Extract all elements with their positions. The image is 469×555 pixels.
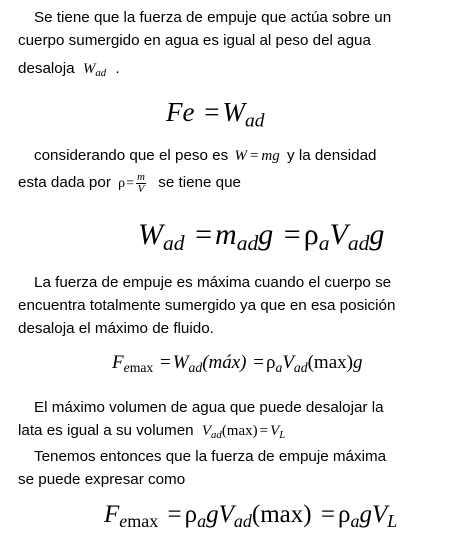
eq4-subscript-a: a xyxy=(350,511,360,532)
paragraph-1-line-1: Se tiene que la fuerza de empuje que actúa sobre un xyxy=(34,9,392,26)
inline-math-vad-vl xyxy=(201,422,286,442)
eq4-arg-max: (max) xyxy=(251,501,312,528)
eq4-equals-1: = xyxy=(167,501,182,528)
inline-math-w-mg xyxy=(234,148,279,164)
period: . xyxy=(115,60,120,77)
paragraph-3-line-2: encuentra totalmente sumergido ya que en esa posición xyxy=(18,297,396,314)
eq1-subscript-ad: ad xyxy=(244,110,265,132)
paragraph-2-line-1 xyxy=(34,145,469,167)
symbol-max: (max) xyxy=(221,423,258,439)
symbol-equals: = xyxy=(249,148,259,164)
paragraph-5-line-2: se puede expresar como xyxy=(18,471,186,488)
symbol-equals: = xyxy=(126,176,135,191)
eq2-equals-2: = xyxy=(283,218,301,251)
paragraph-1-line-2: cuerpo sumergido en agua es igual al peso del agua xyxy=(18,32,371,49)
paragraph-2-text-d: se tiene que xyxy=(158,174,241,191)
eq3-arg-max: (máx) xyxy=(202,352,247,373)
subscript-l: L xyxy=(279,429,286,442)
equation-weight-density xyxy=(138,215,384,255)
eq4-f: F xyxy=(104,501,120,528)
eq1-fe: Fe xyxy=(166,97,195,127)
eq1-w: W xyxy=(222,97,245,127)
eq3-subscript-ad: ad xyxy=(188,359,203,375)
eq4-subscript-a: a xyxy=(197,511,207,532)
eq3-f: F xyxy=(112,352,124,373)
symbol-rho: ρ xyxy=(118,176,126,191)
eq2-g: g xyxy=(258,218,274,251)
eq4-subscript-ad: ad xyxy=(233,511,252,532)
subscript-e: e xyxy=(119,511,128,532)
eq4-subscript-l: L xyxy=(387,511,398,532)
paragraph-2-text-c: esta dada por xyxy=(18,174,111,191)
eq1-equals: = xyxy=(204,97,220,127)
eq4-rho: ρ xyxy=(184,501,198,528)
paragraph-4-line-2 xyxy=(18,420,458,442)
paragraph-1-line-3 xyxy=(18,58,458,80)
fraction-m-over-v xyxy=(136,172,146,195)
equation-fe-max xyxy=(112,349,362,377)
paragraph-2-text-a: considerando que el peso es xyxy=(34,147,229,164)
eq2-subscript-ad: ad xyxy=(347,231,370,256)
inline-math-w-ad xyxy=(82,61,107,80)
eq3-subscript-ad: ad xyxy=(293,359,308,375)
eq3-arg-max: (max) xyxy=(307,352,353,373)
fraction-numerator: m xyxy=(137,171,145,184)
eq4-g: g xyxy=(206,501,219,528)
eq2-subscript-ad: ad xyxy=(236,231,259,256)
eq2-subscript-a: a xyxy=(318,231,330,256)
eq3-subscript-emax xyxy=(124,360,154,375)
eq2-equals-1: = xyxy=(195,218,213,251)
eq3-g: g xyxy=(352,352,363,373)
eq2-subscript-ad: ad xyxy=(163,231,185,256)
paragraph-3-line-3: desaloja el máximo de fluido. xyxy=(18,320,214,337)
symbol-w: W xyxy=(82,61,96,77)
eq3-subscript-a: a xyxy=(275,359,283,375)
symbol-mg: mg xyxy=(261,148,280,164)
eq2-m: m xyxy=(215,218,237,251)
subscript-max: max xyxy=(129,359,154,375)
paragraph-1-text: desaloja xyxy=(18,60,75,77)
paragraph-4-text: lata es igual a su volumen xyxy=(18,422,194,439)
eq3-v: V xyxy=(282,352,294,373)
subscript-e: e xyxy=(123,359,130,375)
eq4-g: g xyxy=(359,501,372,528)
subscript-ad: ad xyxy=(211,429,222,442)
eq3-rho: ρ xyxy=(265,352,276,373)
fraction-denominator: V xyxy=(137,183,145,196)
subscript-max: max xyxy=(127,511,159,532)
eq2-v: V xyxy=(329,218,348,251)
eq2-g: g xyxy=(369,218,385,251)
symbol-v: V xyxy=(201,423,212,439)
eq4-v: V xyxy=(371,501,388,528)
eq2-rho: ρ xyxy=(303,218,319,251)
paragraph-2-line-2 xyxy=(18,168,458,199)
eq3-w: W xyxy=(172,352,189,373)
eq4-subscript-emax xyxy=(119,511,158,531)
paragraph-5-line-1: Tenemos entonces que la fuerza de empuje máxima xyxy=(34,448,387,465)
eq3-equals-2: = xyxy=(253,352,264,373)
paragraph-2-text-b: y la densidad xyxy=(287,147,377,164)
eq4-v: V xyxy=(218,501,234,528)
eq3-equals-1: = xyxy=(159,352,171,373)
eq4-equals-2: = xyxy=(320,501,335,528)
equation-fe-equals-wad xyxy=(166,93,264,131)
subscript-ad: ad xyxy=(95,67,107,80)
paragraph-3-line-1: La fuerza de empuje es máxima cuando el cuerpo se xyxy=(34,274,392,291)
equation-fe-max-final xyxy=(104,497,397,533)
symbol-w: W xyxy=(234,148,247,164)
paragraph-4-line-1: El máximo volumen de agua que puede desalojar la xyxy=(34,399,384,416)
inline-math-density xyxy=(118,171,149,196)
eq4-rho: ρ xyxy=(337,501,351,528)
symbol-v: V xyxy=(270,423,280,439)
symbol-equals: = xyxy=(259,423,269,439)
eq2-w: W xyxy=(138,218,163,251)
